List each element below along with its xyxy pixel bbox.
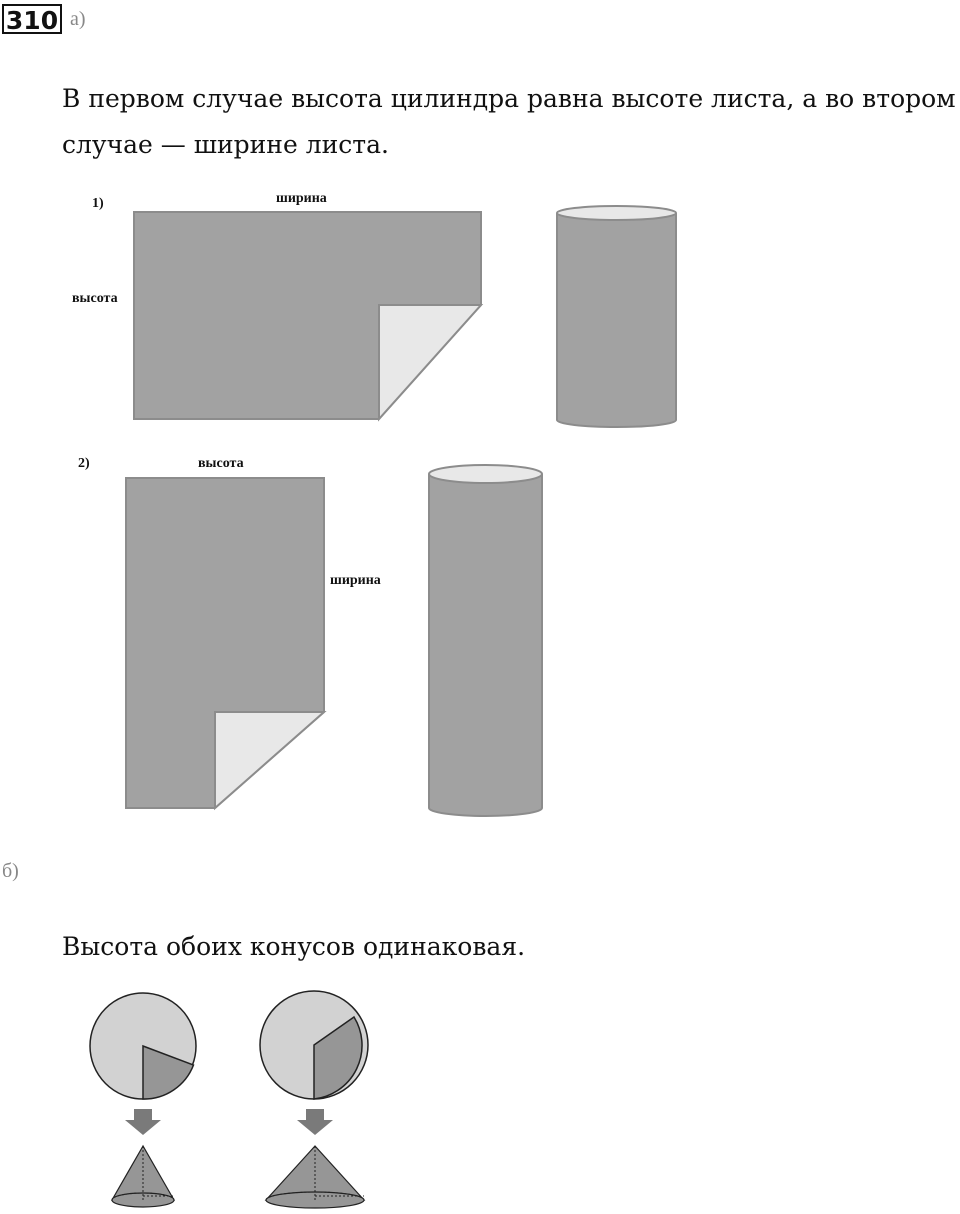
case1-height-label: высота <box>72 291 118 306</box>
part-b-label: б) <box>2 860 19 882</box>
case2-height-label: высота <box>198 456 244 471</box>
part-a-label: а) <box>70 8 86 30</box>
part-b-text: Высота обоих конусов одинаковая. <box>62 932 526 961</box>
cone2-arrow-down-icon <box>297 1109 333 1135</box>
cone2-circle <box>260 991 368 1099</box>
task-number: 310 <box>2 4 62 34</box>
cone1-arrow-down-icon <box>125 1109 161 1135</box>
part-a-text-line2: случае — ширине листа. <box>62 130 389 159</box>
cone1-circle <box>90 993 196 1099</box>
cone2 <box>266 1146 364 1208</box>
case2-fold-corner <box>215 712 324 808</box>
case2-cylinder <box>429 465 542 816</box>
part-a-text-line1: В первом случае высота цилиндра равна высоте листа, а во втором <box>62 84 956 113</box>
case1-label: 1) <box>92 196 104 211</box>
case1-fold-corner <box>379 305 481 419</box>
cone1 <box>112 1146 174 1207</box>
case2-label: 2) <box>78 456 90 471</box>
case2-width-label: ширина <box>330 573 381 588</box>
case1-width-label: ширина <box>276 191 327 206</box>
case1-cylinder <box>557 206 676 427</box>
